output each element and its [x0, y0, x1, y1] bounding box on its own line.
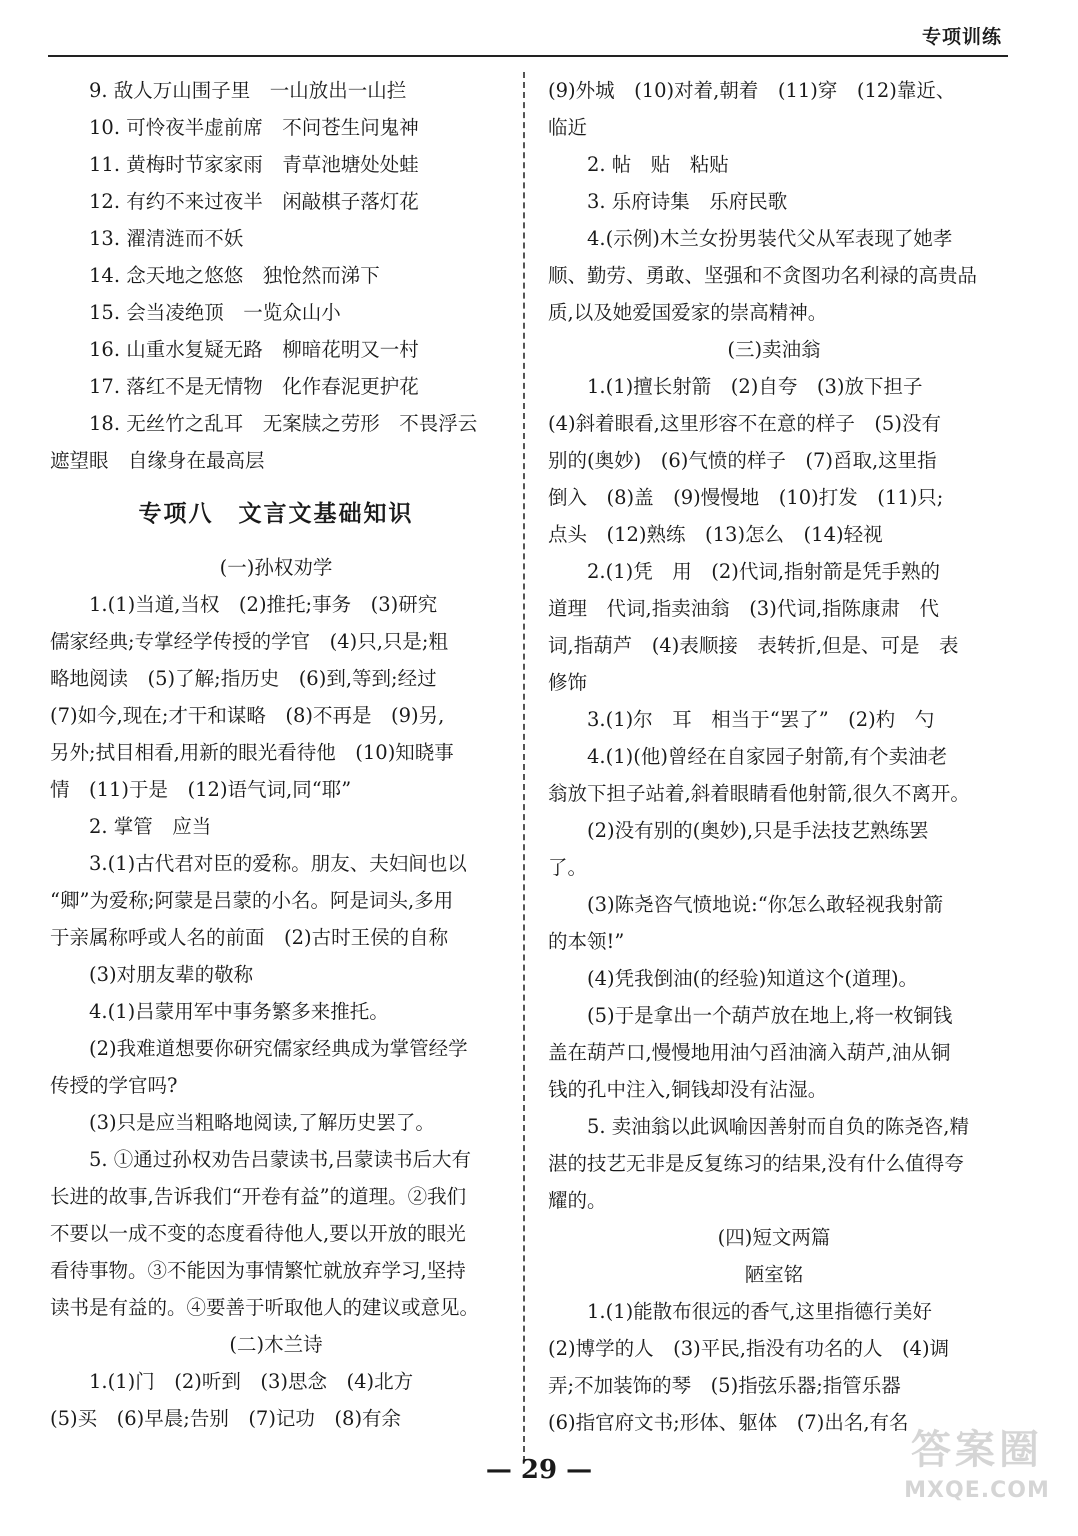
text-line: 略地阅读 (5)了解;指历史 (6)到,等到;经过 — [50, 667, 437, 690]
text-line: 1.(1)擅长射箭 (2)自夸 (3)放下担子 — [587, 375, 923, 398]
text-line: 1.(1)能散布很远的香气,这里指德行美好 — [587, 1300, 932, 1323]
text-line: 耀的。 — [548, 1189, 607, 1212]
text-line: 不要以一成不变的态度看待他人,要以开放的眼光 — [50, 1222, 466, 1245]
text-line: (7)如今,现在;才干和谋略 (8)不再是 (9)另, — [50, 704, 445, 727]
text-line: 1.(1)当道,当权 (2)推托;事务 (3)研究 — [89, 593, 438, 616]
text-line: (2)没有别的(奥妙),只是手法技艺熟练罢 — [587, 819, 929, 842]
text-line: (9)外城 (10)对着,朝着 (11)穿 (12)靠近、 — [548, 79, 956, 102]
text-line: 点头 (12)熟练 (13)怎么 (14)轻视 — [548, 523, 883, 546]
text-line: 3. 乐府诗集 乐府民歌 — [587, 190, 788, 213]
text-line: 遮望眼 自缘身在最高层 — [50, 449, 265, 472]
text-line: 长进的故事,告诉我们“开卷有益”的道理。②我们 — [50, 1185, 467, 1208]
text-line: 道理 代词,指卖油翁 (3)代词,指陈康肃 代 — [548, 597, 940, 620]
text-line: 3.(1)尔 耳 相当于“罢了” (2)杓 勺 — [587, 708, 935, 731]
text-line: (5)买 (6)早晨;告别 (7)记功 (8)有余 — [50, 1407, 402, 1430]
text-line: 的本领!” — [548, 930, 625, 953]
text-line: 别的(奥妙) (6)气愤的样子 (7)舀取,这里指 — [548, 449, 937, 472]
text-line: 湛的技艺无非是反复练习的结果,没有什么值得夸 — [548, 1152, 964, 1175]
text-line: 4.(1)(他)曾经在自家园子射箭,有个卖油老 — [587, 745, 948, 768]
watermark-url: MXQE.COM — [904, 1478, 1050, 1503]
text-line: 4.(示例)木兰女扮男装代父从军表现了她孝 — [587, 227, 953, 250]
text-line: 2.(1)凭 用 (2)代词,指射箭是凭手熟的 — [587, 560, 941, 583]
text-line: 4.(1)吕蒙用军中事务繁多来推托。 — [89, 1000, 389, 1023]
text-line: “卿”为爱称;阿蒙是吕蒙的小名。阿是词头,多用 — [50, 889, 454, 912]
text-line: (2)我难道想要你研究儒家经典成为掌管经学 — [89, 1037, 468, 1060]
subsection-heading: (一)孙权劝学 — [219, 556, 333, 579]
text-line: 看待事物。③不能因为事情繁忙就放弃学习,坚持 — [50, 1259, 466, 1282]
text-line: 1.(1)门 (2)听到 (3)思念 (4)北方 — [89, 1370, 414, 1393]
text-line: 14. 念天地之悠悠 独怆然而涕下 — [89, 264, 380, 287]
watermark-logo — [892, 1422, 1062, 1526]
text-line: 18. 无丝竹之乱耳 无案牍之劳形 不畏浮云 — [89, 412, 478, 435]
column-divider — [523, 72, 525, 1462]
text-line: 15. 会当凌绝顶 一览众山小 — [89, 301, 341, 324]
text-line: (5)于是拿出一个葫芦放在地上,将一枚铜钱 — [587, 1004, 953, 1027]
text-line: 弄;不加装饰的琴 (5)指弦乐器;指管乐器 — [548, 1374, 901, 1397]
text-line: 质,以及她爱国爱家的崇高精神。 — [548, 301, 828, 324]
text-line: 盖在葫芦口,慢慢地用油勺舀油滴入葫芦,油从铜 — [548, 1041, 951, 1064]
text-line: 情 (11)于是 (12)语气词,同“耶” — [50, 778, 352, 801]
subsection-heading: (二)木兰诗 — [229, 1333, 323, 1356]
text-line: 5. 卖油翁以此讽喻因善射而自负的陈尧咨,精 — [587, 1115, 970, 1138]
watermark-seal: 答案圈 — [911, 1427, 1043, 1473]
text-line: 13. 濯清涟而不妖 — [89, 227, 244, 250]
text-line: 词,指葫芦 (4)表顺接 表转折,但是、可是 表 — [548, 634, 959, 657]
text-line: 9. 敌人万山围子里 一山放出一山拦 — [89, 79, 407, 102]
text-line: (3)陈尧咨气愤地说:“你怎么敢轻视我射箭 — [587, 893, 944, 916]
subsection-heading: (四)短文两篇 — [717, 1226, 831, 1249]
section-heading: 专项八 文言文基础知识 — [138, 501, 414, 527]
text-line: 了。 — [548, 856, 588, 879]
page-number: — 29 — — [485, 1455, 593, 1485]
text-line: (4)凭我倒油(的经验)知道这个(道理)。 — [587, 967, 919, 990]
subsection-heading: 陋室铭 — [744, 1263, 804, 1286]
text-line: (3)只是应当粗略地阅读,了解历史罢了。 — [89, 1111, 435, 1134]
text-line: 临近 — [548, 116, 588, 139]
header-title: 专项训练 — [921, 26, 1002, 48]
text-line: 5. ①通过孙权劝告吕蒙读书,吕蒙读书后大有 — [89, 1148, 472, 1171]
text-line: 另外;拭目相看,用新的眼光看待他 (10)知晓事 — [50, 741, 454, 764]
subsection-heading: (三)卖油翁 — [727, 338, 821, 361]
text-line: 2. 帖 贴 粘贴 — [587, 153, 729, 176]
text-line: 11. 黄梅时节家家雨 青草池塘处处蛙 — [89, 153, 419, 176]
text-line: 翁放下担子站着,斜着眼睛看他射箭,很久不离开。 — [548, 782, 970, 805]
text-line: (2)博学的人 (3)平民,指没有功名的人 (4)调 — [548, 1337, 950, 1360]
left-column — [50, 72, 502, 1437]
text-line: 3.(1)古代君对臣的爱称。朋友、夫妇间也以 — [89, 852, 467, 875]
text-line: 儒家经典;专掌经学传授的学官 (4)只,只是;粗 — [50, 630, 448, 653]
text-line: 10. 可怜夜半虚前席 不问苍生问鬼神 — [89, 116, 419, 139]
text-line: (6)指官府文书;形体、躯体 (7)出名,有名 — [548, 1411, 909, 1434]
right-column — [548, 72, 1000, 1441]
text-line: 倒入 (8)盖 (9)慢慢地 (10)打发 (11)只; — [548, 486, 944, 509]
text-line: (3)对朋友辈的敬称 — [89, 963, 254, 986]
text-line: 16. 山重水复疑无路 柳暗花明又一村 — [89, 338, 419, 361]
text-line: 2. 掌管 应当 — [89, 815, 212, 838]
text-line: 顺、勤劳、勇敢、坚强和不贪图功名利禄的高贵品 — [548, 264, 978, 287]
text-line: 12. 有约不来过夜半 闲敲棋子落灯花 — [89, 190, 419, 213]
text-line: (4)斜着眼看,这里形容不在意的样子 (5)没有 — [548, 412, 941, 435]
text-line: 17. 落红不是无情物 化作春泥更护花 — [89, 375, 419, 398]
text-line: 修饰 — [548, 671, 588, 694]
text-line: 于亲属称呼或人名的前面 (2)古时王侯的自称 — [50, 926, 449, 949]
text-line: 传授的学官吗? — [50, 1074, 178, 1097]
text-line: 钱的孔中注入,铜钱却没有沾湿。 — [548, 1078, 828, 1101]
text-line: 读书是有益的。④要善于听取他人的建议或意见。 — [50, 1296, 480, 1319]
header-rule — [48, 55, 1008, 57]
